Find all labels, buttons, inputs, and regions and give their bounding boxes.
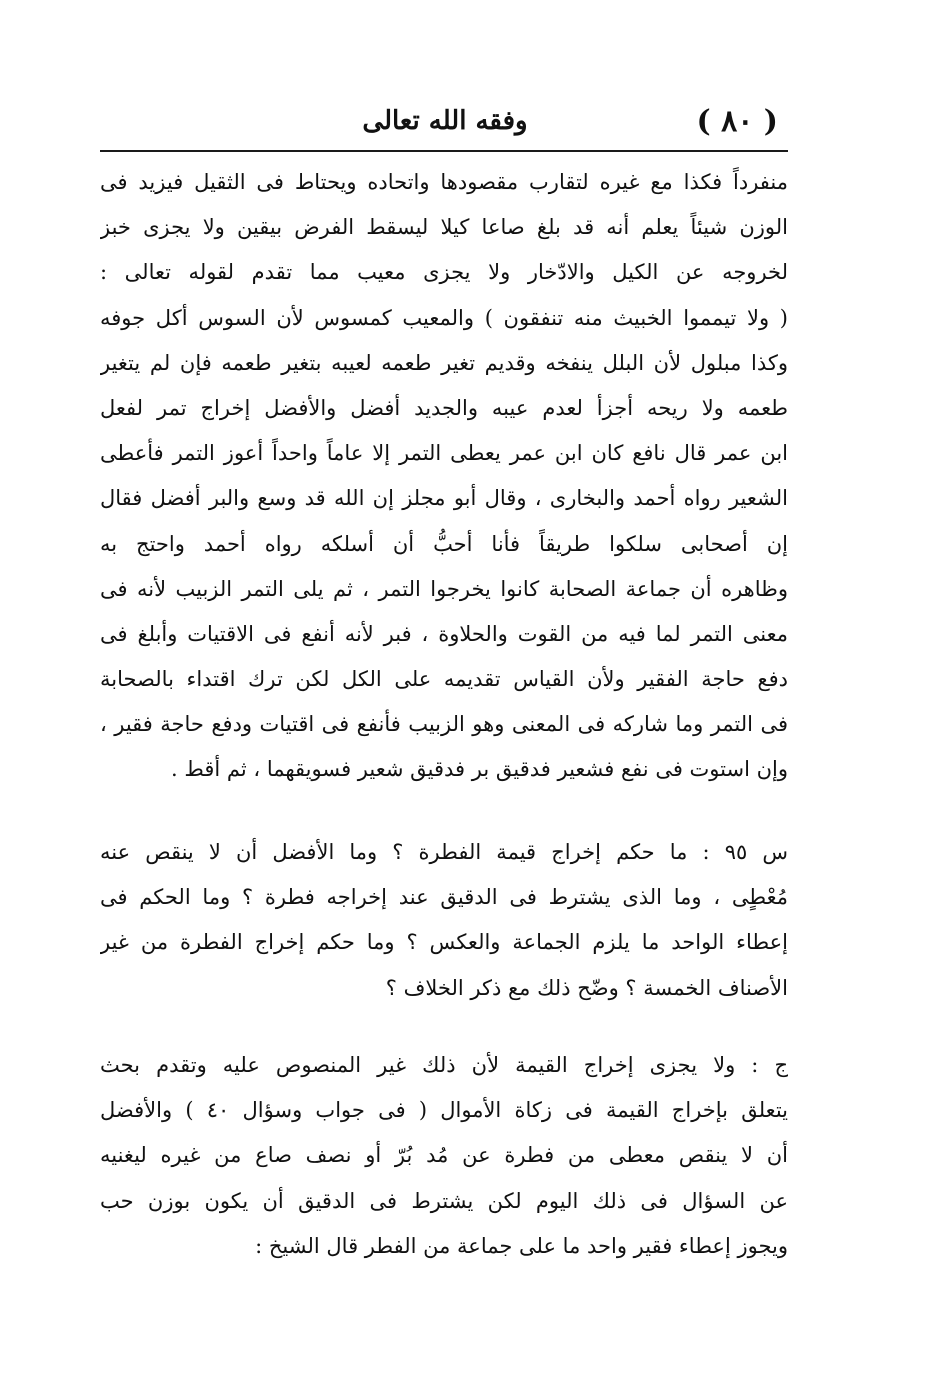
text-line: إن أصحابى سلكوا طريقاً فأنا أحبُّ أن أسلكه رواه أحمد واحتج به [100, 531, 788, 556]
text-line: الوزن شيئاً يعلم أنه قد بلغ صاعا كيلا ليسقط الفرض بيقين ولا يجزى خبز [100, 215, 788, 240]
text-line: لخروجه عن الكيل والادّخار ولا يجزى معيب مما تقدم لقوله تعالى : [100, 260, 788, 285]
text-line: ( ولا تيمموا الخبيث منه تنفقون ) والمعيب كمسوس لأن السوس أكل جوفه [100, 305, 788, 330]
text-line: ج : ولا يجزى إخراج القيمة لأن ذلك غير المنصوص عليه وتقدم بحث [100, 1053, 788, 1077]
text-line: س ٩٥ : ما حكم إخراج قيمة الفطرة ؟ وما الأفضل أن لا ينقص عنه [100, 840, 788, 864]
text-line: ويجوز إعطاء فقير واحد ما على جماعة من الفطر قال الشيخ : [255, 1233, 788, 1258]
text-line: وكذا مبلول لأن البلل ينفخه وقديم تغير طعمه لعيبه بتغير طعمه فإن لم يتغير [100, 350, 788, 375]
text-line: الشعير رواه أحمد والبخارى ، وقال أبو مجلز إن الله قد وسع والبر أفضل فقال [100, 486, 788, 511]
text-line: مُعْطٍى ، وما الذى يشترط فى الدقيق عند إخراجه فطرة ؟ وما الحكم فى [100, 885, 788, 910]
running-title: وفقه الله تعالى [362, 106, 528, 136]
text-line: عن السؤال فى ذلك اليوم لكن يشترط فى الدقيق أن يكون بوزن حب [100, 1188, 788, 1213]
answer-paragraph [100, 1043, 788, 1269]
text-line: وظاهره أن جماعة الصحابة كانوا يخرجوا التمر ، ثم يلى التمر الزبيب لأنه فى [100, 576, 788, 601]
text-line: منفرداً فكذا مع غيره لتقارب مقصودها واتحاده ويحتاط فى الثقيل فيزيد فى [100, 170, 788, 194]
text-line: فى التمر وما شاركه فى المعنى وهو الزبيب فأنفع فى اقتيات ودفع حاجة فقير ، [100, 712, 788, 737]
text-line: معنى التمر لما فيه من القوت والحلاوة ، فبر لأنه أنفع فى الاقتيات وأبلغ فى [100, 621, 788, 646]
page-header [100, 100, 790, 146]
question-paragraph [100, 830, 788, 1011]
page-number: ( ٨٠ ) [696, 104, 778, 139]
text-line: يتعلق بإخراج القيمة فى زكاة الأموال ( فى جواب وسؤال ٤٠ ) والأفضل [100, 1098, 788, 1123]
text-line: إعطاء الواحد ما يلزم الجماعة والعكس ؟ وما حكم إخراج الفطرة من غير [100, 930, 788, 955]
text-line: ابن عمر قال نافع كان ابن عمر يعطى التمر إلا عاماً واحداً أعوز التمر فأعطى [100, 441, 788, 466]
text-line: دفع حاجة الفقير ولأن القياس تقديمه على الكل لكن ترك اقتداء بالصحابة [100, 667, 788, 692]
paragraph-1 [100, 160, 788, 793]
header-rule [100, 150, 788, 152]
text-line: وإن استوت فى نفع فشعير فدقيق بر فدقيق شعير فسويقهما ، ثم أقط . [171, 757, 788, 782]
text-line: طعمه ولا ريحه أجزأ لعدم عيبه والجديد أفضل والأفضل إخراج تمر لفعل [100, 395, 788, 420]
text-line: أن لا ينقص معطى من فطرة عن مُد بُرّ أو نصف صاع من غيره ليغنيه [100, 1143, 788, 1168]
text-line: الأصناف الخمسة ؟ وضّح ذلك مع ذكر الخلاف ؟ [385, 975, 788, 1000]
